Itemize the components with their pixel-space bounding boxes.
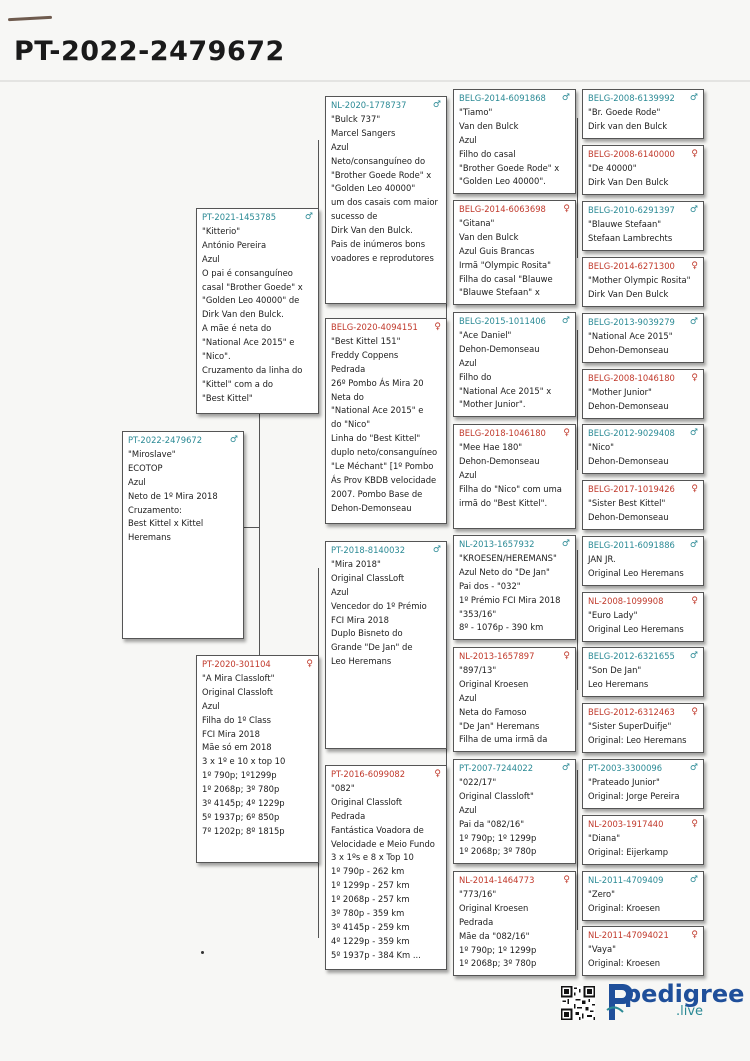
card-line: "De Jan" Heremans: [459, 720, 540, 731]
male-icon: ♂: [689, 317, 698, 327]
ring-number: NL-2013-1657897: [459, 651, 535, 661]
card-line: 1º 1299p - 257 km: [331, 880, 410, 891]
card-line: ECOTOP: [128, 462, 163, 473]
bird-name: "Bulck 737": [331, 113, 381, 124]
ring-number: BELG-2014-6091868: [459, 93, 546, 103]
card-line: Velocidade e Meio Fundo: [331, 838, 435, 849]
card-line: "Blauwe Stefaan" x: [459, 287, 540, 298]
card-line: Dehon-Demonseau: [588, 400, 669, 411]
card-line: Azul: [202, 700, 220, 711]
card-line: 3º 4145p - 259 km: [331, 921, 410, 932]
card-line: Azul: [459, 134, 477, 145]
male-icon: ♂: [561, 316, 570, 326]
card-line: Dehon-Demonseau: [588, 344, 669, 355]
card-line: Van den Bulck: [459, 120, 519, 131]
card-header: [588, 92, 698, 106]
bird-name: "Tiamo": [459, 106, 493, 117]
card-header: [588, 316, 698, 330]
bird-name: "Mother Olympic Rosita": [588, 274, 691, 285]
female-icon: ♀: [306, 659, 313, 669]
card-line: 1º 790p; 1º1299p: [202, 770, 277, 781]
pedigree-card-g5-15[interactable]: [582, 871, 704, 921]
header-divider: [0, 80, 750, 82]
male-icon: ♂: [561, 763, 570, 773]
card-header: [588, 204, 698, 218]
male-icon: ♂: [689, 875, 698, 885]
ring-number: BELG-2010-6291397: [588, 205, 675, 215]
pedigree-card-g4-1[interactable]: [453, 89, 576, 194]
female-icon: ♀: [563, 651, 570, 661]
card-line: 5º 1937p; 6º 850p: [202, 811, 280, 822]
ring-number: BELG-2008-6139992: [588, 93, 675, 103]
card-line: FCI Mira 2018: [331, 614, 389, 625]
card-line: FCI Mira 2018: [202, 728, 260, 739]
male-icon: ♂: [689, 540, 698, 550]
card-line: Filha de uma irmã da: [459, 734, 548, 745]
pedigree-card-g5-12[interactable]: [582, 703, 704, 753]
card-line: 1º 790p; 1º 1299p: [459, 944, 537, 955]
card-line: casal "Brother Goede" x: [202, 281, 303, 292]
ring-number: PT-2018-8140032: [331, 545, 406, 555]
card-line: Original: Kroesen: [588, 902, 661, 913]
male-icon: ♂: [229, 435, 238, 445]
female-icon: ♀: [691, 819, 698, 829]
bird-name: "KROESEN/HEREMANS": [459, 552, 557, 563]
card-line: 7º 1202p; 8º 1815p: [202, 825, 285, 836]
bird-name: "Son De Jan": [588, 664, 642, 675]
card-header: [459, 427, 570, 441]
ring-number: NL-2008-1099908: [588, 596, 664, 606]
bird-name: "897/13": [459, 664, 497, 675]
card-line: do "Nico": [331, 419, 371, 430]
card-line: sucesso de: [331, 211, 378, 222]
card-line: Pedrada: [459, 916, 494, 927]
card-line: Pai da "082/16": [459, 818, 525, 829]
card-line: O pai é consanguíneo: [202, 267, 293, 278]
card-line: António Pereira: [202, 239, 267, 250]
card-line: Stefaan Lambrechts: [588, 232, 673, 243]
ring-number: PT-2022-2479672: [128, 435, 203, 445]
card-line: Dehon-Demonseau: [331, 502, 412, 513]
bird-name: "Sister SuperDuifje": [588, 720, 672, 731]
pedigree-card-g5-13[interactable]: [582, 759, 704, 809]
card-line: Azul: [331, 141, 349, 152]
card-line: "Nico".: [202, 351, 231, 362]
card-line: Original ClassLoft: [331, 572, 405, 583]
connector: [577, 770, 578, 930]
male-icon: ♂: [432, 100, 441, 110]
bird-name: "082": [331, 782, 355, 793]
bird-name: "Diana": [588, 832, 621, 843]
ring-number: NL-2013-1657932: [459, 539, 535, 549]
pedigree-card-g5-9[interactable]: [582, 536, 704, 586]
bird-name: "Mira 2018": [331, 558, 381, 569]
card-line: "Best Kittel": [202, 392, 253, 403]
card-line: voadores e reprodutores: [331, 252, 434, 263]
card-line: Original Leo Heremans: [588, 623, 684, 634]
card-header: [331, 321, 441, 335]
card-line: irmã do "Best Kittel".: [459, 497, 548, 508]
card-line: Original Kroesen: [459, 902, 529, 913]
card-line: 1º 790p; 1º 1299p: [459, 832, 537, 843]
card-header: [128, 434, 238, 448]
male-icon: ♂: [689, 205, 698, 215]
card-line: Azul: [128, 476, 146, 487]
card-header: [459, 203, 570, 217]
bird-name: "Nico": [588, 441, 615, 452]
female-icon: ♀: [691, 261, 698, 271]
card-header: [588, 818, 698, 832]
stray-dot: [201, 951, 204, 954]
bird-name: "Mee Hae 180": [459, 441, 523, 452]
logo-wordmark: pedigree: [624, 980, 745, 1008]
pedigree-card-sire-sire[interactable]: [325, 96, 447, 304]
card-line: Neta do: [331, 391, 364, 402]
pedigree-card-g5-10[interactable]: [582, 592, 704, 642]
card-line: 4º 1229p - 359 km: [331, 935, 410, 946]
ring-number: BELG-2012-6312463: [588, 707, 675, 717]
bird-name: "Mother Junior": [588, 386, 652, 397]
card-header: [588, 650, 698, 664]
ring-number: BELG-2014-6063698: [459, 204, 546, 214]
pedigree-card-subject[interactable]: [122, 431, 244, 639]
ring-number: NL-2003-1917440: [588, 819, 664, 829]
card-header: [588, 148, 698, 162]
male-icon: ♂: [689, 763, 698, 773]
male-icon: ♂: [689, 93, 698, 103]
card-line: Mãe da "082/16": [459, 930, 530, 941]
card-line: 1º 2068p; 3º 780p: [202, 784, 280, 795]
card-header: [588, 539, 698, 553]
card-line: A mãe é neta do: [202, 323, 272, 334]
pedigree-card-dam-sire[interactable]: [325, 541, 447, 749]
connector: [577, 330, 578, 470]
female-icon: ♀: [691, 930, 698, 940]
card-line: Best Kittel x Kittel: [128, 518, 204, 529]
card-line: 3º 4145p; 4º 1229p: [202, 798, 285, 809]
card-line: "Brother Goede Rode" x: [459, 162, 560, 173]
card-line: "Golden Leo 40000".: [459, 176, 546, 187]
female-icon: ♀: [434, 322, 441, 332]
pedigree-card-g5-6[interactable]: [582, 369, 704, 419]
card-line: Azul: [459, 692, 477, 703]
ring-number: BELG-2018-1046180: [459, 428, 546, 438]
card-header: [588, 483, 698, 497]
card-line: Vencedor do 1º Prémio: [331, 600, 427, 611]
card-line: Original Leo Heremans: [588, 567, 684, 578]
card-header: [588, 762, 698, 776]
pedigree-card-g5-4[interactable]: [582, 257, 704, 307]
male-icon: ♂: [689, 651, 698, 661]
card-line: Original: Leo Heremans: [588, 734, 687, 745]
card-line: Leo Heremans: [588, 678, 649, 689]
card-line: Irmã "Olympic Rosita": [459, 259, 552, 270]
card-header: [459, 650, 570, 664]
bird-name: "Prateado Junior": [588, 776, 660, 787]
card-line: 1º 2068p; 3º 780p: [459, 846, 537, 857]
card-line: 1º 2068p; 3º 780p: [459, 958, 537, 969]
bird-name: "National Ace 2015": [588, 330, 673, 341]
card-line: Azul Neto do "De Jan": [459, 566, 550, 577]
card-line: Dirk van den Bulck: [588, 120, 668, 131]
card-line: Azul: [202, 253, 220, 264]
card-line: Van den Bulck: [459, 231, 519, 242]
bird-name: "Blauwe Stefaan": [588, 218, 662, 229]
card-header: [459, 874, 570, 888]
card-line: Dirk Van den Bulck.: [331, 225, 413, 236]
female-icon: ♀: [563, 204, 570, 214]
pedigree-card-sire-dam[interactable]: [325, 318, 447, 524]
card-header: [202, 658, 313, 672]
pedigree-card-g5-1[interactable]: [582, 89, 704, 139]
ring-number: PT-2007-7244022: [459, 763, 534, 773]
pedigree-card-sire[interactable]: [196, 208, 319, 414]
card-line: "National Ace 2015" x: [459, 385, 552, 396]
card-line: Marcel Sangers: [331, 127, 396, 138]
card-line: Neto de 1º Mira 2018: [128, 490, 218, 501]
card-line: Original: Jorge Pereira: [588, 790, 680, 801]
female-icon: ♀: [563, 875, 570, 885]
card-line: Pedrada: [331, 810, 366, 821]
male-icon: ♂: [689, 428, 698, 438]
card-line: Cruzamento da linha do: [202, 364, 303, 375]
pedigree-card-g5-7[interactable]: [582, 424, 704, 474]
card-line: Filho do: [459, 371, 492, 382]
card-header: [459, 762, 570, 776]
bird-name: "Best Kittel 151": [331, 335, 401, 346]
card-line: Azul: [331, 586, 349, 597]
ring-number: NL-2011-47094021: [588, 930, 669, 940]
card-line: 1º Prémio FCI Mira 2018: [459, 594, 561, 605]
pen-mark: [8, 16, 52, 21]
pedigree-card-g4-8[interactable]: [453, 871, 576, 976]
bird-name: "Kitterio": [202, 225, 241, 236]
ring-number: BELG-2020-4094151: [331, 322, 418, 332]
card-line: Original Classloft: [202, 686, 274, 697]
ring-number: NL-2020-1778737: [331, 100, 407, 110]
bird-name: "Gitana": [459, 217, 495, 228]
card-header: [588, 706, 698, 720]
card-line: Duplo Bisneto do: [331, 628, 403, 639]
card-line: um dos casais com maior: [331, 197, 438, 208]
male-icon: ♂: [304, 212, 313, 222]
bird-name: "A Mira Classloft": [202, 672, 275, 683]
bird-name: "Br. Goede Rode": [588, 106, 661, 117]
card-header: [588, 372, 698, 386]
ring-number: BELG-2011-6091886: [588, 540, 675, 550]
card-line: 8º - 1076p - 390 km: [459, 622, 544, 633]
ring-number: NL-2014-1464773: [459, 875, 535, 885]
card-line: Filho do casal: [459, 148, 516, 159]
card-line: "National Ace 2015" e: [331, 405, 424, 416]
pedigree-card-g4-2[interactable]: [453, 200, 576, 305]
card-line: Dehon-Demonseau: [459, 455, 540, 466]
logo-suffix: .live: [676, 1004, 704, 1019]
card-line: "National Ace 2015" e: [202, 337, 295, 348]
card-header: [459, 315, 570, 329]
card-line: Dirk Van den Bulck.: [202, 309, 284, 320]
qr-code-icon[interactable]: [561, 986, 595, 1020]
card-line: Leo Heremans: [331, 656, 392, 667]
card-line: Mãe só em 2018: [202, 742, 272, 753]
card-header: [459, 92, 570, 106]
pedigree-card-g4-6[interactable]: [453, 647, 576, 752]
bird-name: "Sister Best Kittel": [588, 497, 666, 508]
card-line: "Le Méchant" [1º Pombo: [331, 461, 434, 472]
card-line: Pedrada: [331, 363, 366, 374]
ring-number: BELG-2014-6271300: [588, 261, 675, 271]
card-line: Pai dos - "032": [459, 580, 521, 591]
connector: [577, 550, 578, 690]
female-icon: ♀: [691, 484, 698, 494]
card-line: "Brother Goede Rode" x: [331, 169, 432, 180]
card-line: Azul: [459, 357, 477, 368]
pedigree-card-g5-2[interactable]: [582, 145, 704, 195]
card-header: [588, 874, 698, 888]
card-header: [331, 768, 441, 782]
page-title: PT-2022-2479672: [14, 36, 285, 67]
card-line: Original Kroesen: [459, 678, 529, 689]
ring-number: PT-2021-1453785: [202, 212, 277, 222]
card-header: [588, 595, 698, 609]
card-header: [588, 260, 698, 274]
card-line: 1º 2068p - 257 km: [331, 894, 410, 905]
card-line: Azul: [459, 804, 477, 815]
ring-number: NL-2011-4709409: [588, 875, 664, 885]
card-line: 26º Pombo Ás Mira 20: [331, 377, 424, 388]
card-line: Original Classloft: [331, 796, 403, 807]
ring-number: PT-2020-301104: [202, 659, 271, 669]
female-icon: ♀: [563, 428, 570, 438]
connector: [259, 410, 260, 658]
card-line: Dehon-Demonseau: [588, 455, 669, 466]
card-header: [588, 929, 698, 943]
card-line: 5º 1937p - 384 Km ...: [331, 949, 421, 960]
card-line: Heremans: [128, 532, 171, 543]
card-line: Original: Eijerkamp: [588, 846, 669, 857]
card-line: "Golden Leo 40000" de: [202, 295, 300, 306]
pedigree-card-dam-dam[interactable]: [325, 765, 447, 970]
bird-name: "De 40000": [588, 162, 637, 173]
male-icon: ♂: [561, 93, 570, 103]
card-line: Dirk Van Den Bulck: [588, 288, 669, 299]
card-line: "Golden Leo 40000": [331, 183, 416, 194]
card-line: 3 x 1º e 10 x top 10: [202, 756, 286, 767]
card-line: Grande "De Jan" de: [331, 642, 413, 653]
pedigree-card-g5-16[interactable]: [582, 926, 704, 976]
bird-name: "022/17": [459, 776, 497, 787]
card-line: Azul: [459, 469, 477, 480]
card-line: Cruzamento:: [128, 504, 182, 515]
bird-name: "Euro Lady": [588, 609, 638, 620]
card-line: Dirk Van Den Bulck: [588, 176, 669, 187]
bird-name: "Ace Daniel": [459, 329, 512, 340]
card-line: Ás Prov KBDB velocidade: [331, 474, 437, 485]
bird-name: "Miroslave": [128, 448, 176, 459]
pedigree-card-g5-5[interactable]: [582, 313, 704, 363]
card-line: "Mother Junior".: [459, 399, 526, 410]
card-header: [588, 427, 698, 441]
card-header: [331, 99, 441, 113]
female-icon: ♀: [691, 149, 698, 159]
card-line: 3º 780p - 359 km: [331, 908, 405, 919]
ring-number: BELG-2013-9039279: [588, 317, 675, 327]
ring-number: PT-2003-3300096: [588, 763, 663, 773]
female-icon: ♀: [434, 769, 441, 779]
card-line: Filha do "Nico" com uma: [459, 483, 562, 494]
card-line: Original: Kroesen: [588, 957, 661, 968]
card-line: Freddy Coppens: [331, 349, 399, 360]
ring-number: BELG-2017-1019426: [588, 484, 675, 494]
connector: [577, 118, 578, 258]
card-line: Fantástica Voadora de: [331, 824, 424, 835]
pedigree-card-g5-14[interactable]: [582, 815, 704, 865]
bird-name: "Zero": [588, 888, 615, 899]
pedigree-card-g4-5[interactable]: [453, 535, 576, 640]
pedigree-card-g5-3[interactable]: [582, 201, 704, 251]
card-line: Original Classloft": [459, 790, 534, 801]
ring-number: BELG-2015-1011406: [459, 316, 546, 326]
card-line: 3 x 1ºs e 8 x Top 10: [331, 852, 414, 863]
ring-number: BELG-2012-9029408: [588, 428, 675, 438]
card-line: Linha do "Best Kittel": [331, 433, 421, 444]
card-line: 2007. Pombo Base de: [331, 488, 423, 499]
card-header: [202, 211, 313, 225]
card-line: Azul Guis Brancas: [459, 245, 535, 256]
card-line: Filha do casal "Blauwe: [459, 273, 553, 284]
card-line: "Kittel" com a do: [202, 378, 274, 389]
card-header: [459, 538, 570, 552]
card-line: Dehon-Demonseau: [459, 343, 540, 354]
card-line: "353/16": [459, 608, 497, 619]
connector: [243, 527, 259, 528]
pedigree-card-g4-4[interactable]: [453, 424, 576, 529]
card-line: Filha do 1º Class: [202, 714, 272, 725]
ring-number: PT-2016-6099082: [331, 769, 406, 779]
female-icon: ♀: [691, 707, 698, 717]
pedigree-card-g4-3[interactable]: [453, 312, 576, 417]
ring-number: BELG-2008-6140000: [588, 149, 675, 159]
card-line: Neta do Famoso: [459, 706, 527, 717]
bird-name: JAN JR.: [588, 553, 616, 564]
ring-number: BELG-2012-6321655: [588, 651, 675, 661]
bird-name: "773/16": [459, 888, 497, 899]
female-icon: ♀: [691, 596, 698, 606]
female-icon: ♀: [691, 373, 698, 383]
card-header: [331, 544, 441, 558]
card-line: duplo neto/consanguíneo: [331, 447, 438, 458]
male-icon: ♂: [561, 539, 570, 549]
card-line: Pais de inúmeros bons: [331, 239, 426, 250]
pedigree-card-g5-8[interactable]: [582, 480, 704, 530]
card-line: 1º 790p - 262 km: [331, 866, 405, 877]
pedigree-card-dam[interactable]: [196, 655, 319, 863]
pedigree-card-g4-7[interactable]: [453, 759, 576, 864]
pedigree-card-g5-11[interactable]: [582, 647, 704, 697]
ring-number: BELG-2008-1046180: [588, 373, 675, 383]
bird-name: "Vaya": [588, 943, 617, 954]
male-icon: ♂: [432, 545, 441, 555]
card-line: Neto/consanguíneo do: [331, 155, 426, 166]
card-line: Dehon-Demonseau: [588, 511, 669, 522]
